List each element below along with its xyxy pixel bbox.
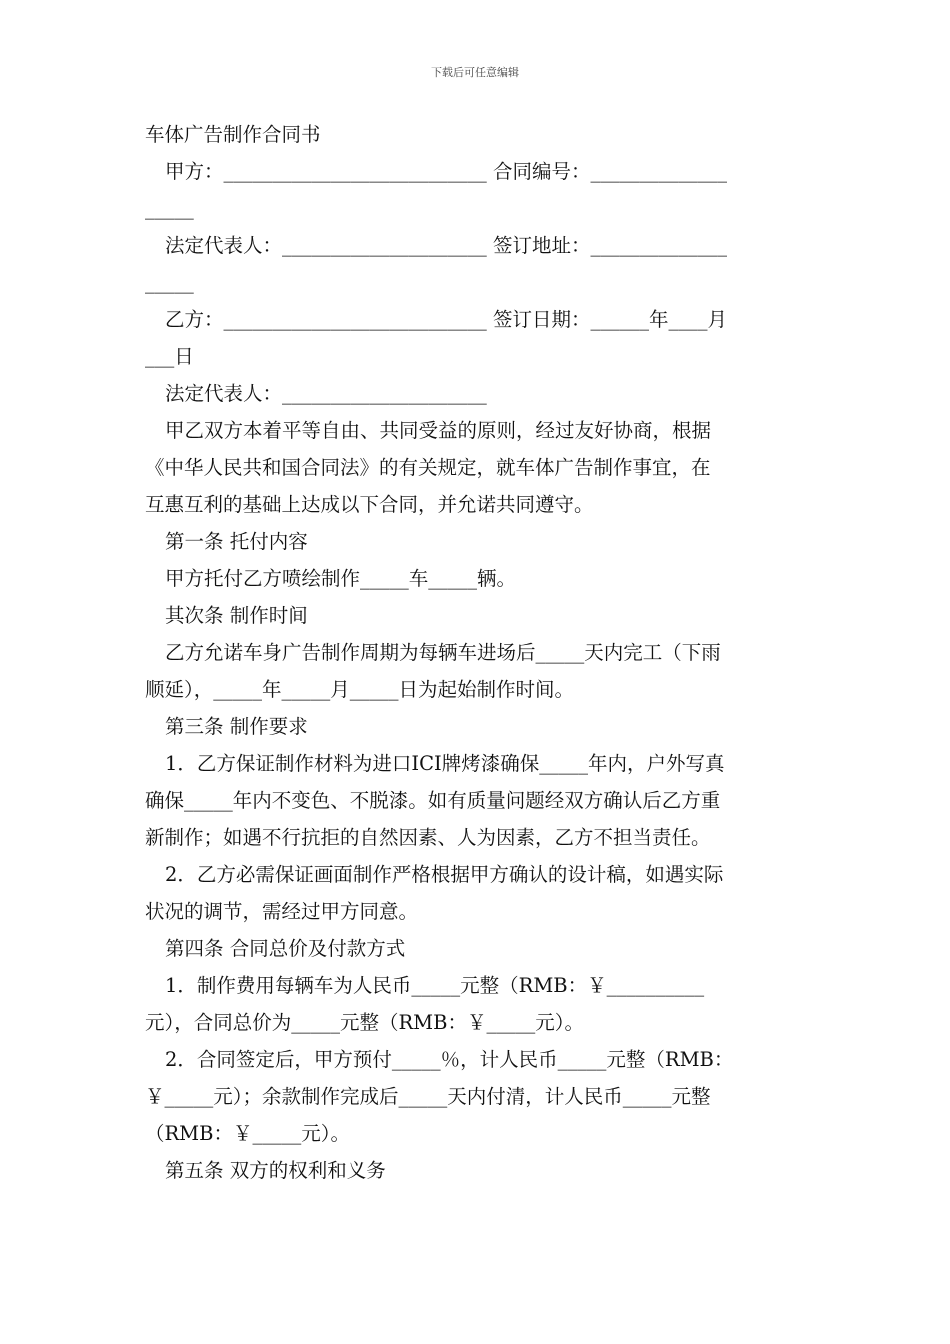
article-2-body-line: 乙方允诺车身广告制作周期为每辆车进场后_____天内完工（下雨 xyxy=(165,641,721,664)
party-a-rep-line-cont: _____ xyxy=(145,271,194,294)
article-3-item-2-line: 2．乙方必需保证画面制作严格根据甲方确认的设计稿，如遇实际 xyxy=(165,863,724,886)
party-a-rep-line: 法定代表人：_____________________ 签订地址：______________ xyxy=(165,234,727,257)
article-4-item-2-line: （RMB：￥_____元）。 xyxy=(145,1122,350,1145)
article-3-item-1-line: 确保_____年内不变色、不脱漆。如有质量问题经双方确认后乙方重 xyxy=(145,789,721,812)
article-5-title: 第五条 双方的权利和义务 xyxy=(165,1159,386,1182)
contract-body xyxy=(145,116,805,1189)
article-3-item-2-line: 状况的调节，需经过甲方同意。 xyxy=(145,900,419,923)
article-3-title: 第三条 制作要求 xyxy=(165,715,308,738)
article-4-item-1-line: 元），合同总价为_____元整（RMB：￥_____元）。 xyxy=(145,1011,584,1034)
article-2-title: 其次条 制作时间 xyxy=(165,604,308,627)
contract-title: 车体广告制作合同书 xyxy=(145,123,321,146)
article-1-body: 甲方托付乙方喷绘制作_____车_____辆。 xyxy=(165,567,517,590)
intro-line: 甲乙双方本着平等自由、共同受益的原则，经过友好协商，根据 xyxy=(165,419,712,442)
article-2-body-line: 顺延），_____年_____月_____日为起始制作时间。 xyxy=(145,678,575,701)
article-4-item-2-line: ￥_____元）；余款制作完成后_____天内付清，计人民币_____元整 xyxy=(145,1085,711,1108)
party-a-line: 甲方：___________________________ 合同编号：______________ xyxy=(165,160,727,183)
article-4-item-2-line: 2．合同签定后，甲方预付_____％，计人民币_____元整（RMB： xyxy=(165,1048,734,1071)
party-b-rep-line: 法定代表人：_____________________ xyxy=(165,382,487,405)
party-b-line-cont: ___日 xyxy=(145,345,194,368)
article-4-item-1-line: 1．制作费用每辆车为人民币_____元整（RMB：￥__________ xyxy=(165,974,705,997)
party-b-line: 乙方：___________________________ 签订日期：______年____月 xyxy=(165,308,727,331)
article-3-item-1-line: 新制作；如遇不行抗拒的自然因素、人为因素，乙方不担当责任。 xyxy=(145,826,711,849)
intro-line: 《中华人民共和国合同法》的有关规定，就车体广告制作事宜，在 xyxy=(145,456,711,479)
article-3-item-1-line: 1．乙方保证制作材料为进口ICI牌烤漆确保_____年内，户外写真 xyxy=(165,752,725,775)
intro-line: 互惠互利的基础上达成以下合同，并允诺共同遵守。 xyxy=(145,493,594,516)
article-4-title: 第四条 合同总价及付款方式 xyxy=(165,937,406,960)
party-a-line-cont: _____ xyxy=(145,197,194,220)
page-header-note: 下载后可任意编辑 xyxy=(431,66,519,79)
article-1-title: 第一条 托付内容 xyxy=(165,530,308,553)
